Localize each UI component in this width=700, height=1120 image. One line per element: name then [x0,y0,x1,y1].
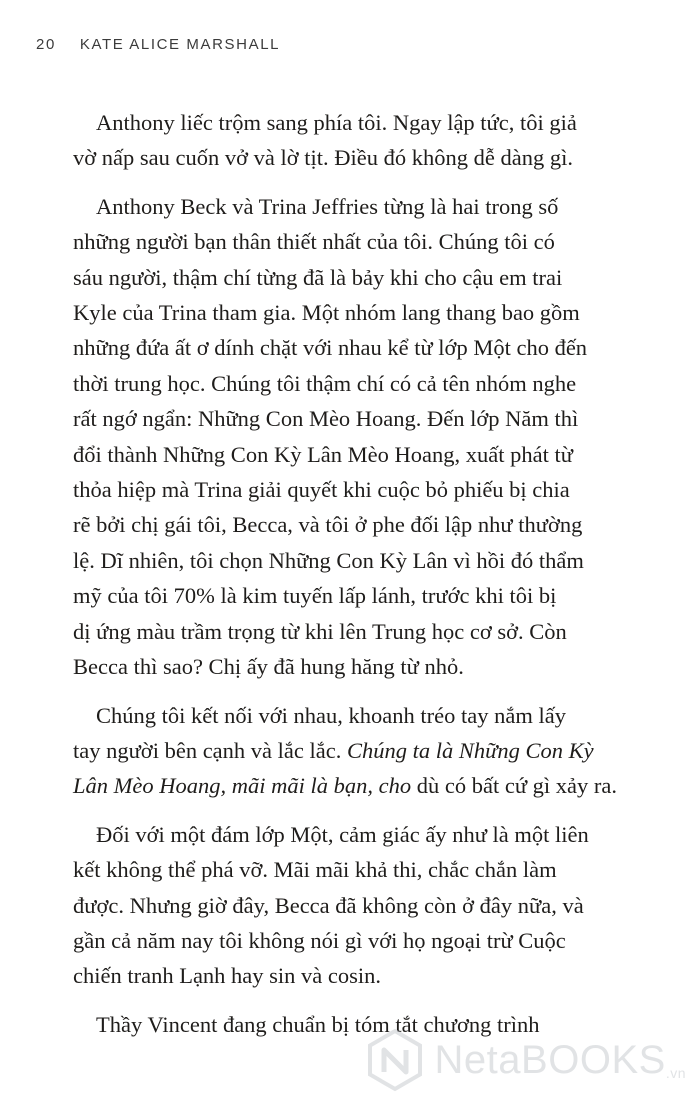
text-line: rẽ bởi chị gái tôi, Becca, và tôi ở phe đối lập như thường [73,512,583,538]
text-line: Becca thì sao? Chị ấy đã hung hăng từ nhỏ. [73,654,464,680]
text-line: sáu người, thậm chí từng đã là bảy khi cho cậu em trai [73,264,563,290]
paragraph [73,817,676,994]
watermark [363,1028,686,1092]
text-line: chiến tranh Lạnh hay sin và cosin. [73,963,382,989]
text-line: Anthony Beck và Trina Jeffries từng là hai trong số [96,193,559,219]
text-line [73,733,676,768]
text-line: Anthony liếc trộm sang phía tôi. Ngay lập tức, tôi giả [96,110,577,135]
text-line: mỹ của tôi 70% là kim tuyến lấp lánh, trước khi tôi bị [73,583,557,609]
watermark-suffix: .vn [665,1065,686,1081]
text-line: đổi thành Những Con Kỳ Lân Mèo Hoang, xuất phát từ [73,441,573,467]
text-line: những người bạn thân thiết nhất của tôi. Chúng tôi có [73,229,555,255]
text-line: dị ứng màu trầm trọng từ khi lên Trung học cơ sở. Còn [73,618,567,644]
watermark-brand-text: NetaBOOKS [434,1038,666,1082]
paragraph [73,698,676,804]
text-line: Chúng tôi kết nối với nhau, khoanh tréo tay nắm lấy [96,702,566,728]
text-line: lệ. Dĩ nhiên, tôi chọn Những Con Kỳ Lân vì hồi đó thẩm [73,547,584,573]
text-line: rất ngớ ngẩn: Những Con Mèo Hoang. Đến lớp Năm thì [73,406,579,432]
book-page-text [73,105,676,1042]
author-name: KATE ALICE MARSHALL [79,36,281,53]
running-header [36,36,280,53]
text-line: những đứa ất ơ dính chặt với nhau kể từ lớp Một cho đến [73,335,588,361]
text-line: thỏa hiệp mà Trina giải quyết khi cuộc bỏ phiếu bị chia [73,477,570,503]
text-line: được. Nhưng giờ đây, Becca đã không còn ở đây nữa, và [73,892,584,918]
text-run: dù có bất cứ gì xảy ra. [416,773,617,799]
text-line: Kyle của Trina tham gia. Một nhóm lang thang bao gồm [73,300,580,326]
text-line: vờ nấp sau cuốn vở và lờ tịt. Điều đó không dễ dàng gì. [73,145,573,171]
page-number: 20 [36,36,56,53]
text-line: gần cả năm nay tôi không nói gì với họ ngoại trừ Cuộc [73,927,566,953]
text-run: tay người bên cạnh và lắc lắc. [73,737,342,763]
italic-text-run: Lân Mèo Hoang, mãi mãi là bạn, cho [73,773,412,799]
text-line: Đối với một đám lớp Một, cảm giác ấy như là một liên [96,821,589,847]
text-line: Thầy Vincent đang chuẩn bị tóm tắt chương trình [96,1011,540,1037]
italic-text-run: Chúng ta là Những Con Kỳ [346,737,594,763]
text-line: thời trung học. Chúng tôi thậm chí có cả tên nhóm nghe [73,370,577,396]
netabooks-logo-icon [363,1028,427,1092]
text-line: kết không thể phá vỡ. Mãi mãi khả thi, chắc chắn làm [73,857,557,883]
paragraph [73,189,676,685]
watermark-brand [435,1040,686,1080]
paragraph [73,105,676,176]
text-line [73,768,676,803]
